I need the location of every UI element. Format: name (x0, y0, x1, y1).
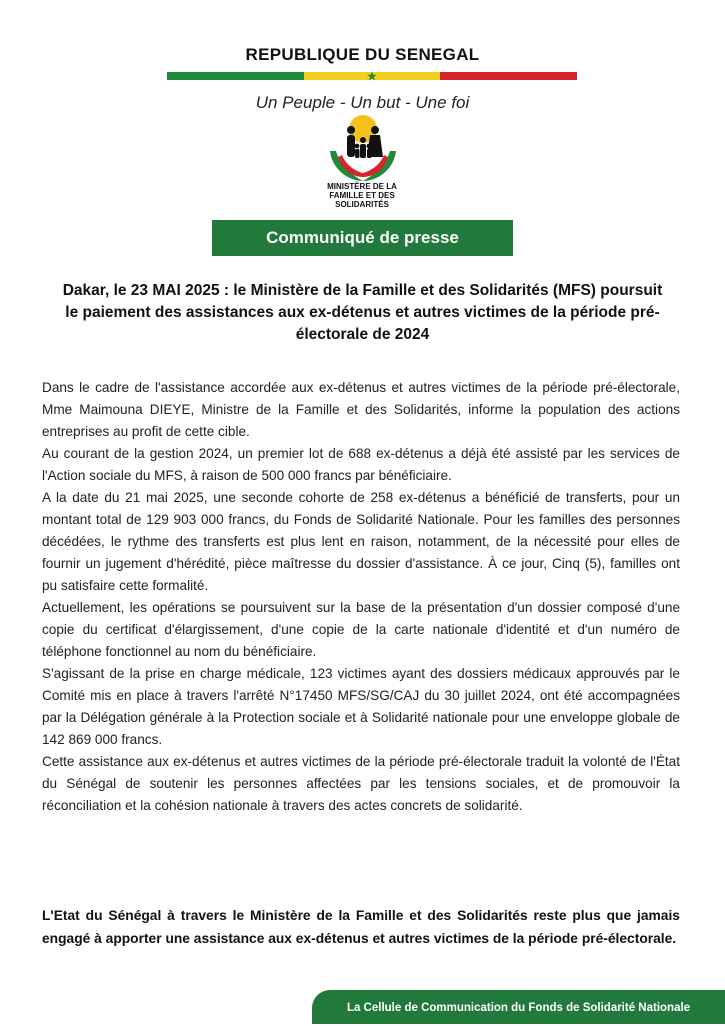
star-icon: ★ (366, 68, 378, 84)
national-motto: Un Peuple - Un but - Une foi (255, 93, 470, 112)
logo-text-line: SOLIDARITÉS (335, 200, 389, 209)
headline: Dakar, le 23 MAI 2025 : le Ministère de la Famille et des Solidarités (MFS) poursuit le paiement des assistances aux ex-détenus et autres victimes de la période pré-électorale de 2024 (62, 282, 663, 343)
body-text (42, 377, 680, 817)
senegal-flag-bar (167, 68, 577, 84)
flag-yellow-stripe (304, 68, 441, 84)
family-ministry-logo-icon (322, 113, 404, 185)
logo-text-line: FAMILLE ET DES (329, 191, 395, 200)
paragraph: Dans le cadre de l'assistance accordée aux ex-détenus et autres victimes de la période pré-électorale, Mme Maimouna DIEYE, Ministre de la Famille et des Solidarités, informe la population des actions entreprises au profit de cette cible. (42, 380, 680, 439)
logo-text-line: MINISTÈRE DE LA (327, 182, 397, 191)
paragraph: Au courant de la gestion 2024, un premier lot de 688 ex-détenus a déjà été assisté par les services de l'Action sociale du MFS, à raison de 500 000 francs par bénéficiaire. (42, 446, 680, 483)
press-release-banner: Communiqué de presse (212, 220, 513, 256)
paragraph: S'agissant de la prise en charge médicale, 123 victimes ayant des dossiers médicaux approuvés par le Comité mis en place à travers l'arrêté N°17450 MFS/SG/CAJ du 30 juillet 2024, ont été accompagnées par la Délégation générale à la Protection sociale et à Solidarité nationale pour une enveloppe globale de 142 869 000 francs. (42, 666, 680, 747)
paragraph: A la date du 21 mai 2025, une seconde cohorte de 258 ex-détenus a bénéficié de transferts, pour un montant total de 129 903 000 francs, du Fonds de Solidarité Nationale. Pour les familles des personnes décédées, le rythme des transferts est plus lent en raison, notamment, de la nécessité pour elles de fournir un jugement d'hérédité, pièce maîtresse du dossier d'assistance. À ce jour, Cinq (5), familles ont pu satisfaire cette formalité. (42, 490, 680, 593)
paragraph: Actuellement, les opérations se poursuivent sur la base de la présentation d'un dossier composé d'une copie du certificat d'élargissement, d'une copie de la carte nationale d'identité et d'un numéro de téléphone fonctionnel au nom du bénéficiaire. (42, 600, 680, 659)
flag-green-stripe (167, 72, 304, 80)
flag-red-stripe (440, 72, 577, 80)
country-title: REPUBLIQUE DU SENEGAL (245, 45, 480, 64)
paragraph: Cette assistance aux ex-détenus et autres victimes de la période pré-électorale traduit la volonté de l'État du Sénégal de soutenir les personnes affectées par les tensions sociales, et de promouvoir la réconciliation et la cohésion nationale à travers des actes concrets de solidarité. (42, 754, 680, 813)
ministry-logo-text (312, 182, 412, 209)
conclusion-statement: L'Etat du Sénégal à travers le Ministère de la Famille et des Solidarités reste plus que jamais engagé à apporter une assistance aux ex-détenus et autres victimes de la période pré-électorale. (42, 908, 680, 946)
footer-banner: La Cellule de Communication du Fonds de Solidarité Nationale (312, 990, 725, 1024)
